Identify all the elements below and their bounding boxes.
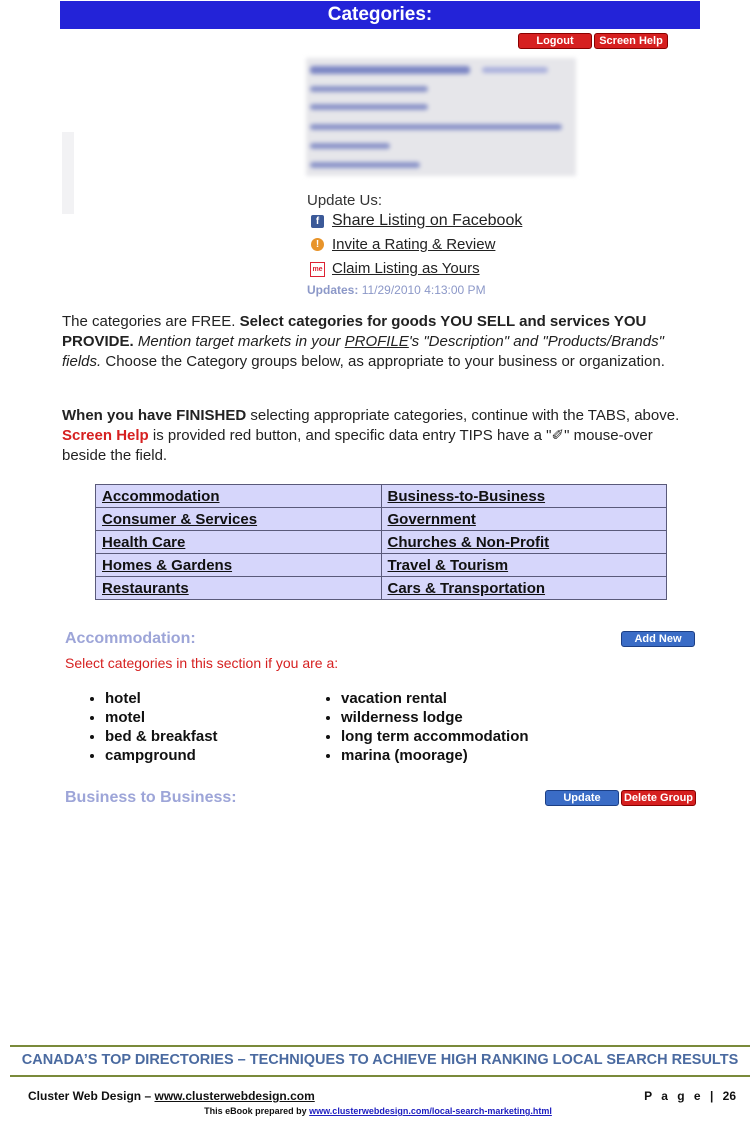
list-item[interactable]: • hotel <box>105 689 218 708</box>
faint-strip <box>62 132 74 214</box>
list-item[interactable]: • vacation rental <box>341 689 529 708</box>
list-item[interactable]: • bed & breakfast <box>105 727 218 746</box>
category-link[interactable]: Accommodation <box>96 485 382 508</box>
finished-bold: When you have FINISHED <box>62 407 247 424</box>
table-row <box>96 531 667 554</box>
intro-italic: Mention target markets in your <box>133 333 345 350</box>
screen-help-mention: Screen Help <box>62 427 149 444</box>
accommodation-list-1 <box>87 689 218 765</box>
intro-text-2: Choose the Category groups below, as appropriate to your business or organization. <box>101 353 665 370</box>
category-link[interactable]: Business-to-Business <box>381 485 667 508</box>
delete-group-button[interactable]: Delete Group <box>621 790 696 806</box>
intro-paragraph-2 <box>62 406 692 466</box>
prepared-by-text: This eBook prepared by <box>204 1106 310 1116</box>
category-link[interactable]: Churches & Non-Profit <box>381 531 667 554</box>
page-title: Categories: <box>60 1 700 29</box>
category-link[interactable]: Travel & Tourism <box>381 554 667 577</box>
category-link[interactable]: Cars & Transportation <box>381 577 667 600</box>
list-item[interactable]: • long term accommodation <box>341 727 529 746</box>
footer-title: CANADA’S TOP DIRECTORIES – TECHNIQUES TO ACHIEVE HIGH RANKING LOCAL SEARCH RESULTS <box>21 1052 739 1068</box>
share-facebook-link[interactable]: Share Listing on Facebook <box>332 212 523 229</box>
footer-site-link[interactable]: www.clusterwebdesign.com <box>154 1089 315 1103</box>
page-number-value: 26 <box>722 1089 736 1103</box>
screen-help-button[interactable]: Screen Help <box>594 33 668 49</box>
tips-text: is provided red button, and specific data entry TIPS have a " <box>148 427 552 444</box>
accommodation-subtitle: Select categories in this section if you are a: <box>65 655 339 671</box>
list-item[interactable]: • marina (moorage) <box>341 746 529 765</box>
table-row <box>96 577 667 600</box>
profile-link[interactable]: PROFILE <box>344 333 409 350</box>
list-item[interactable]: • campground <box>105 746 218 765</box>
update-button[interactable]: Update <box>545 790 619 806</box>
tips-text-2: " mouse-over beside the field. <box>62 427 653 464</box>
updates-value: 11/29/2010 4:13:00 PM <box>361 283 486 297</box>
rating-icon: ! <box>311 238 324 251</box>
page-number: P a g e | 26 <box>644 1089 736 1103</box>
category-link[interactable]: Homes & Gardens <box>96 554 382 577</box>
intro-text: The categories are FREE. <box>62 313 240 330</box>
table-row <box>96 554 667 577</box>
accommodation-title: Accommodation: <box>65 630 196 647</box>
list-item[interactable]: • wilderness lodge <box>341 708 529 727</box>
footer-rule-top <box>10 1045 750 1047</box>
claim-listing-link[interactable]: Claim Listing as Yours <box>332 260 480 277</box>
table-row <box>96 485 667 508</box>
table-row <box>96 508 667 531</box>
facebook-icon: f <box>311 215 324 228</box>
b2b-title: Business to Business: <box>65 789 237 806</box>
category-group-table <box>95 484 667 600</box>
list-item[interactable]: • motel <box>105 708 218 727</box>
accommodation-list-2 <box>323 689 529 765</box>
tip-icon: ✐ <box>551 427 565 444</box>
invite-rating-link[interactable]: Invite a Rating & Review <box>332 236 496 253</box>
footer-credit-text: Cluster Web Design – <box>28 1089 155 1103</box>
finished-text: selecting appropriate categories, continue with the TABS, above. <box>246 407 680 424</box>
category-link[interactable]: Government <box>381 508 667 531</box>
update-us-label: Update Us: <box>307 192 383 209</box>
blurred-contact-card <box>306 58 576 176</box>
footer-prepared-by <box>0 1106 756 1116</box>
claim-icon: me <box>310 262 325 277</box>
page-label: P a g e <box>644 1089 704 1103</box>
category-link[interactable]: Restaurants <box>96 577 382 600</box>
prepared-by-link[interactable]: www.clusterwebdesign.com/local-search-marketing.html <box>309 1106 552 1116</box>
intro-italic-2: 's "Description" and "Products/Brands" fields. <box>62 333 664 370</box>
updates-label: Updates: <box>307 283 359 297</box>
footer-rule-bottom <box>10 1075 750 1077</box>
logout-button[interactable]: Logout <box>518 33 592 49</box>
footer-credit <box>28 1089 315 1103</box>
intro-bold: Select categories for goods YOU SELL and services YOU PROVIDE. <box>62 313 647 350</box>
category-link[interactable]: Consumer & Services <box>96 508 382 531</box>
add-new-button[interactable]: Add New <box>621 631 695 647</box>
intro-paragraph-1 <box>62 312 692 372</box>
category-link[interactable]: Health Care <box>96 531 382 554</box>
updates-timestamp <box>307 283 486 297</box>
